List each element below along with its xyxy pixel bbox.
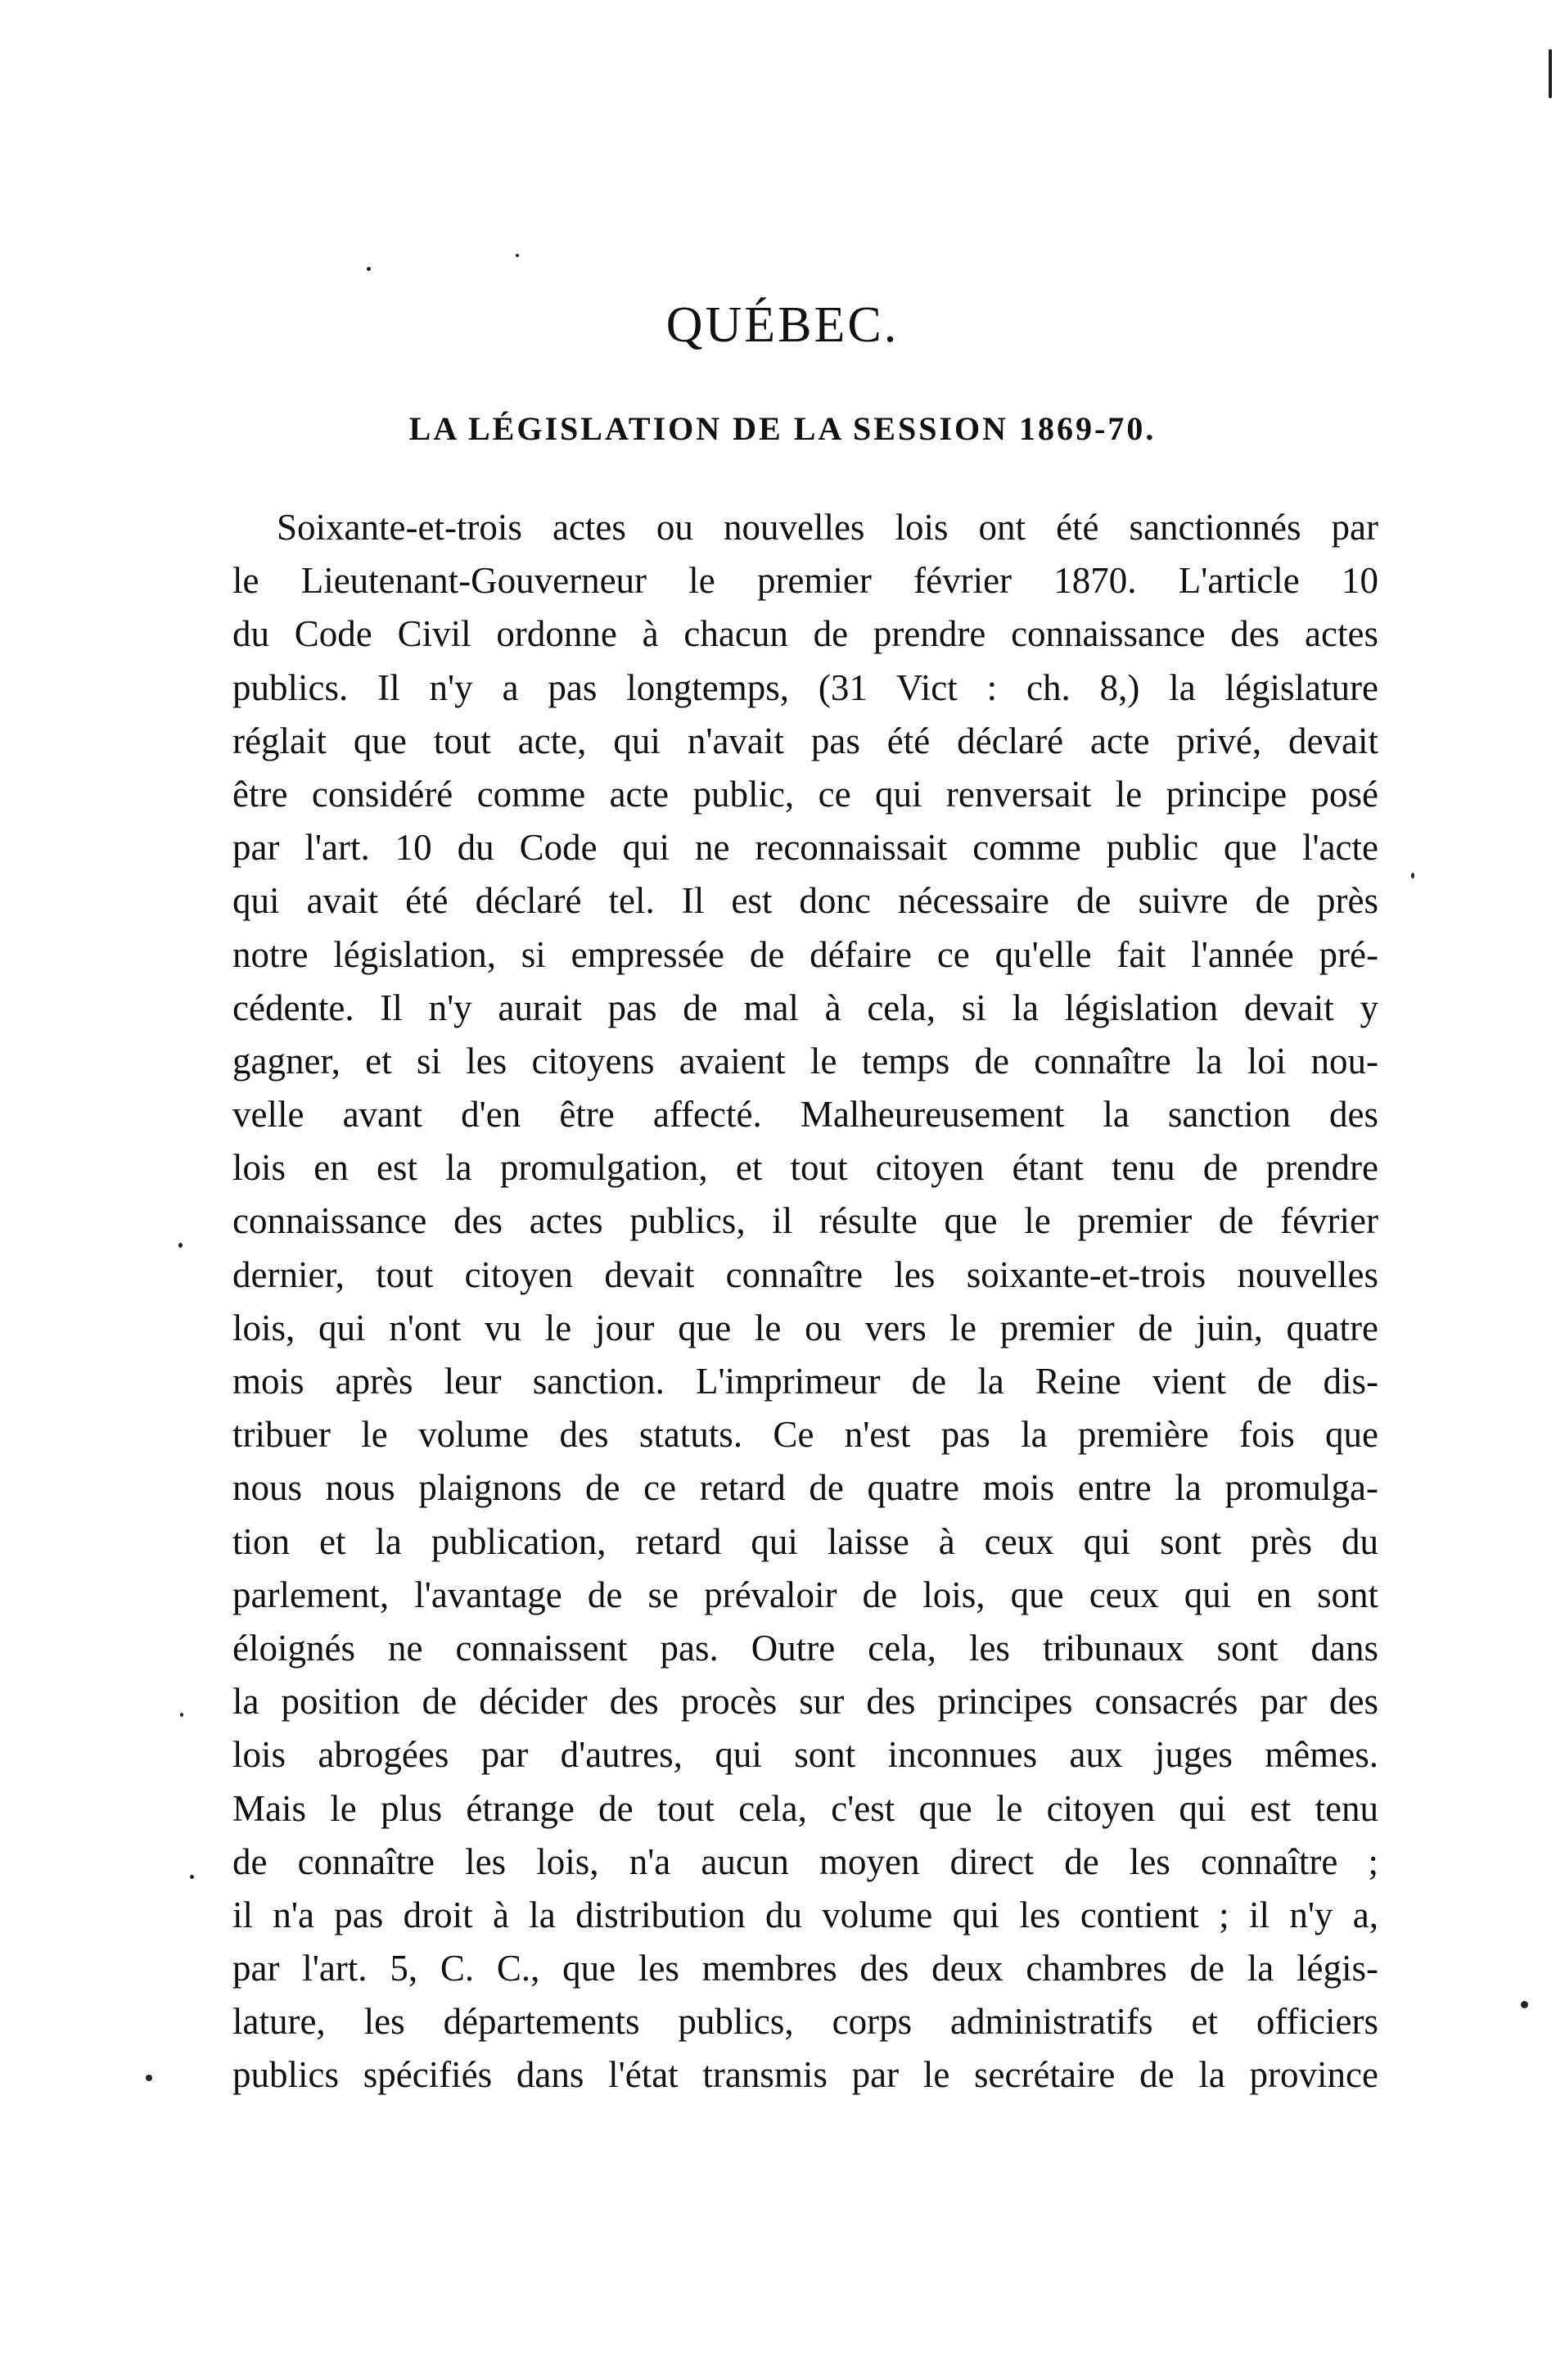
scan-speck bbox=[1521, 2001, 1528, 2008]
text-line: de connaître les lois, n'a aucun moyen direct de les connaître ; bbox=[232, 1840, 1378, 1882]
scan-speck bbox=[178, 1243, 183, 1248]
text-line: le Lieutenant-Gouverneur le premier février 1870. L'article 10 bbox=[232, 560, 1378, 602]
text-line: être considéré comme acte public, ce qui renversait le principe posé bbox=[232, 773, 1378, 815]
scan-speck bbox=[1549, 49, 1552, 98]
text-line: connaissance des actes publics, il résulte que le premier de février bbox=[232, 1200, 1378, 1242]
text-line: Soixante-et-trois actes ou nouvelles lois ont été sanctionnés par bbox=[277, 507, 1378, 548]
scan-speck bbox=[516, 254, 519, 257]
text-line: publics. Il n'y a pas longtemps, (31 Vict : ch. 8,) la législature bbox=[232, 666, 1378, 708]
page-subtitle: LA LÉGISLATION DE LA SESSION 1869-70. bbox=[408, 410, 1157, 447]
text-line: lature, les départements publics, corps administratifs et officiers bbox=[232, 2001, 1378, 2043]
text-line: lois en est la promulgation, et tout citoyen étant tenu de prendre bbox=[232, 1147, 1378, 1189]
body-paragraph bbox=[232, 501, 1378, 2102]
text-line: tion et la publication, retard qui laisse à ceux qui sont près du bbox=[232, 1520, 1378, 1562]
text-line: la position de décider des procès sur des principes consacrés par des bbox=[232, 1681, 1378, 1723]
text-line: par l'art. 10 du Code qui ne reconnaissait comme public que l'acte bbox=[232, 827, 1378, 869]
scan-speck bbox=[146, 2075, 152, 2081]
text-line: éloignés ne connaissent pas. Outre cela, les tribunaux sont dans bbox=[232, 1627, 1378, 1669]
scan-speck bbox=[367, 267, 371, 271]
text-line: réglait que tout acte, qui n'avait pas été déclaré acte privé, devait bbox=[232, 720, 1378, 761]
text-line: cédente. Il n'y aurait pas de mal à cela, si la législation devait y bbox=[232, 987, 1378, 1028]
text-line: lois abrogées par d'autres, qui sont inconnues aux juges mêmes. bbox=[232, 1734, 1378, 1776]
text-line: du Code Civil ordonne à chacun de prendre connaissance des actes bbox=[232, 613, 1378, 655]
text-line: parlement, l'avantage de se prévaloir de lois, que ceux qui en sont bbox=[232, 1574, 1378, 1615]
page-title: QUÉBEC. bbox=[665, 297, 900, 353]
text-line: lois, qui n'ont vu le jour que le ou vers le premier de juin, quatre bbox=[232, 1307, 1378, 1348]
text-line: il n'a pas droit à la distribution du volume qui les contient ; il n'y a, bbox=[232, 1894, 1378, 1935]
scan-speck bbox=[190, 1875, 194, 1879]
text-line: Mais le plus étrange de tout cela, c'est que le citoyen qui est tenu bbox=[232, 1787, 1378, 1829]
text-line: notre législation, si empressée de défaire ce qu'elle fait l'année pré- bbox=[232, 933, 1378, 975]
text-line: gagner, et si les citoyens avaient le temps de connaître la loi nou- bbox=[232, 1040, 1378, 1082]
scan-speck bbox=[180, 1713, 183, 1717]
scan-speck bbox=[1411, 873, 1414, 878]
text-line: tribuer le volume des statuts. Ce n'est pas la première fois que bbox=[232, 1414, 1378, 1456]
text-line: publics spécifiés dans l'état transmis par le secrétaire de la province bbox=[232, 2054, 1378, 2096]
text-line: par l'art. 5, C. C., que les membres des deux chambres de la légis- bbox=[232, 1948, 1378, 1989]
text-line: mois après leur sanction. L'imprimeur de la Reine vient de dis- bbox=[232, 1361, 1378, 1402]
text-line: qui avait été déclaré tel. Il est donc nécessaire de suivre de près bbox=[232, 880, 1378, 922]
text-line: nous nous plaignons de ce retard de quatre mois entre la promulga- bbox=[232, 1467, 1378, 1509]
text-line: dernier, tout citoyen devait connaître les soixante-et-trois nouvelles bbox=[232, 1253, 1378, 1295]
text-line: velle avant d'en être affecté. Malheureusement la sanction des bbox=[232, 1094, 1378, 1136]
